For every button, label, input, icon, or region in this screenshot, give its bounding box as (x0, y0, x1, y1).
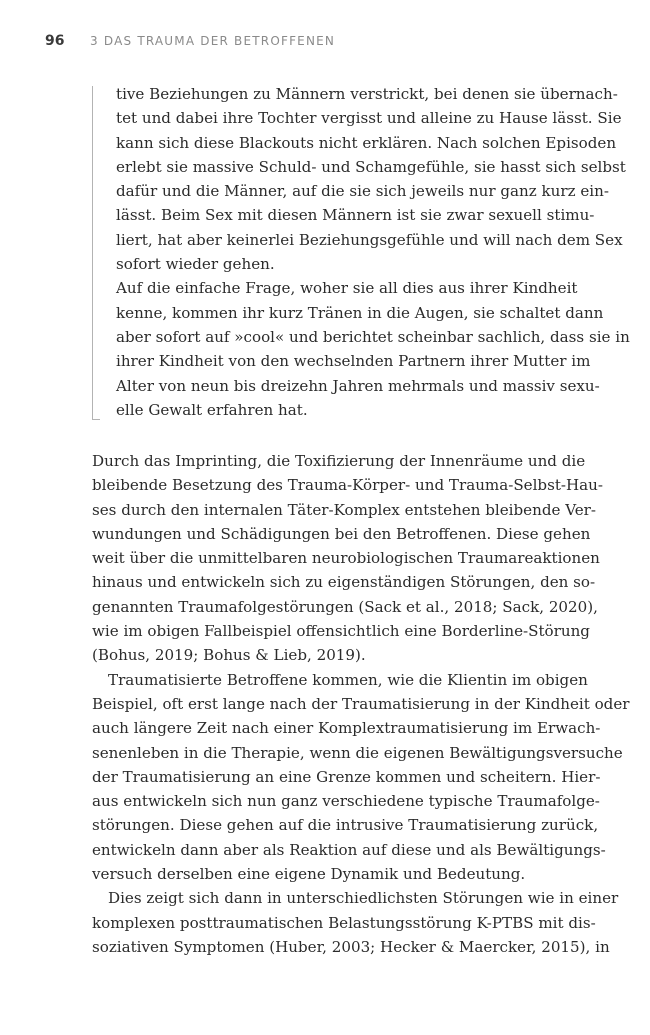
text-line: kann sich diese Blackouts nicht erklären. Nach solchen Episoden (116, 133, 617, 152)
text-line: senenleben in die Therapie, wenn die eigenen Bewältigungsversuche (92, 743, 623, 762)
text-line: bleibende Besetzung des Trauma-Körper- und Trauma-Selbst-Hau- (92, 476, 603, 495)
body-text (92, 449, 630, 959)
case-paragraph-2 (116, 276, 630, 422)
text-line: wie im obigen Fallbeispiel offensichtlich eine Borderline-Störung (92, 622, 590, 641)
text-line: liert, hat aber keinerlei Beziehungsgefühle und will nach dem Sex (116, 230, 623, 249)
text-line: wundungen und Schädigungen bei den Betroffenen. Diese gehen (92, 524, 591, 543)
text-line: Dies zeigt sich dann in unterschiedlichsten Störungen wie in einer (108, 889, 619, 908)
text-line: hinaus und entwickeln sich zu eigenständigen Störungen, den so- (92, 573, 596, 592)
text-line: dafür und die Männer, auf die sie sich jeweils nur ganz kurz ein- (116, 182, 609, 201)
text-line: auch längere Zeit nach einer Komplextraumatisierung im Erwach- (92, 719, 601, 738)
text-line: entwickeln dann aber als Reaktion auf diese und als Bewältigungs- (92, 840, 606, 859)
text-line: kenne, kommen ihr kurz Tränen in die Augen, sie schaltet dann (116, 303, 604, 322)
text-line: aber sofort auf »cool« und berichtet scheinbar sachlich, dass sie in (116, 327, 630, 346)
body-paragraph-1 (92, 449, 603, 668)
text-line: aus entwickeln sich nun ganz verschiedene typische Traumafolge- (92, 792, 600, 811)
text-line: Traumatisierte Betroffene kommen, wie die Klientin im obigen (108, 670, 588, 689)
text-line: lässt. Beim Sex mit diesen Männern ist sie zwar sexuell stimu- (116, 206, 595, 225)
text-line: Durch das Imprinting, die Toxifizierung der Innenräume und die (92, 452, 586, 470)
chapter-title: 3 DAS TRAUMA DER BETROFFENEN (90, 34, 336, 48)
case-example-box (92, 82, 630, 420)
text-line: Beispiel, oft erst lange nach der Traumatisierung in der Kindheit oder (92, 694, 630, 713)
text-line: sofort wieder gehen. (116, 255, 275, 274)
text-line: tet und dabei ihre Tochter vergisst und alleine zu Hause lässt. Sie (116, 109, 622, 128)
text-line: ihrer Kindheit von den wechselnden Partnern ihrer Mutter im (116, 352, 591, 371)
text-line: störungen. Diese gehen auf die intrusive Traumatisierung zurück, (92, 816, 599, 835)
text-line: weit über die unmittelbaren neurobiologischen Traumareaktionen (92, 549, 600, 568)
text-line: Alter von neun bis dreizehn Jahren mehrmals und massiv sexu- (116, 376, 600, 395)
text-line: versuch derselben eine eigene Dynamik und Bedeutung. (92, 865, 526, 884)
text-line: Auf die einfache Frage, woher sie all dies aus ihrer Kindheit (116, 279, 578, 298)
case-paragraph-1 (116, 82, 626, 276)
text-line: tive Beziehungen zu Männern verstrickt, bei denen sie übernach- (116, 85, 618, 103)
running-header (45, 33, 335, 53)
body-paragraph-2 (92, 668, 630, 887)
text-line: elle Gewalt erfahren hat. (116, 400, 308, 419)
body-paragraph-3 (92, 886, 619, 959)
text-line: komplexen posttraumatischen Belastungsstörung K-PTBS mit dis- (92, 913, 596, 932)
text-line: der Traumatisierung an eine Grenze kommen und scheitern. Hier- (92, 767, 601, 786)
text-line: erlebt sie massive Schuld- und Schamgefühle, sie hasst sich selbst (116, 157, 626, 176)
page-number: 96 (45, 33, 65, 49)
text-line: ses durch den internalen Täter-Komplex entstehen bleibende Ver- (92, 500, 596, 519)
text-line: (Bohus, 2019; Bohus & Lieb, 2019). (92, 646, 366, 665)
case-example-text (116, 82, 630, 422)
text-line: genannten Traumafolgestörungen (Sack et al., 2018; Sack, 2020), (92, 597, 598, 616)
case-example-rule-foot (92, 419, 100, 420)
case-example-rule (92, 86, 93, 420)
text-line: soziativen Symptomen (Huber, 2003; Hecker & Maercker, 2015), in (92, 937, 610, 956)
